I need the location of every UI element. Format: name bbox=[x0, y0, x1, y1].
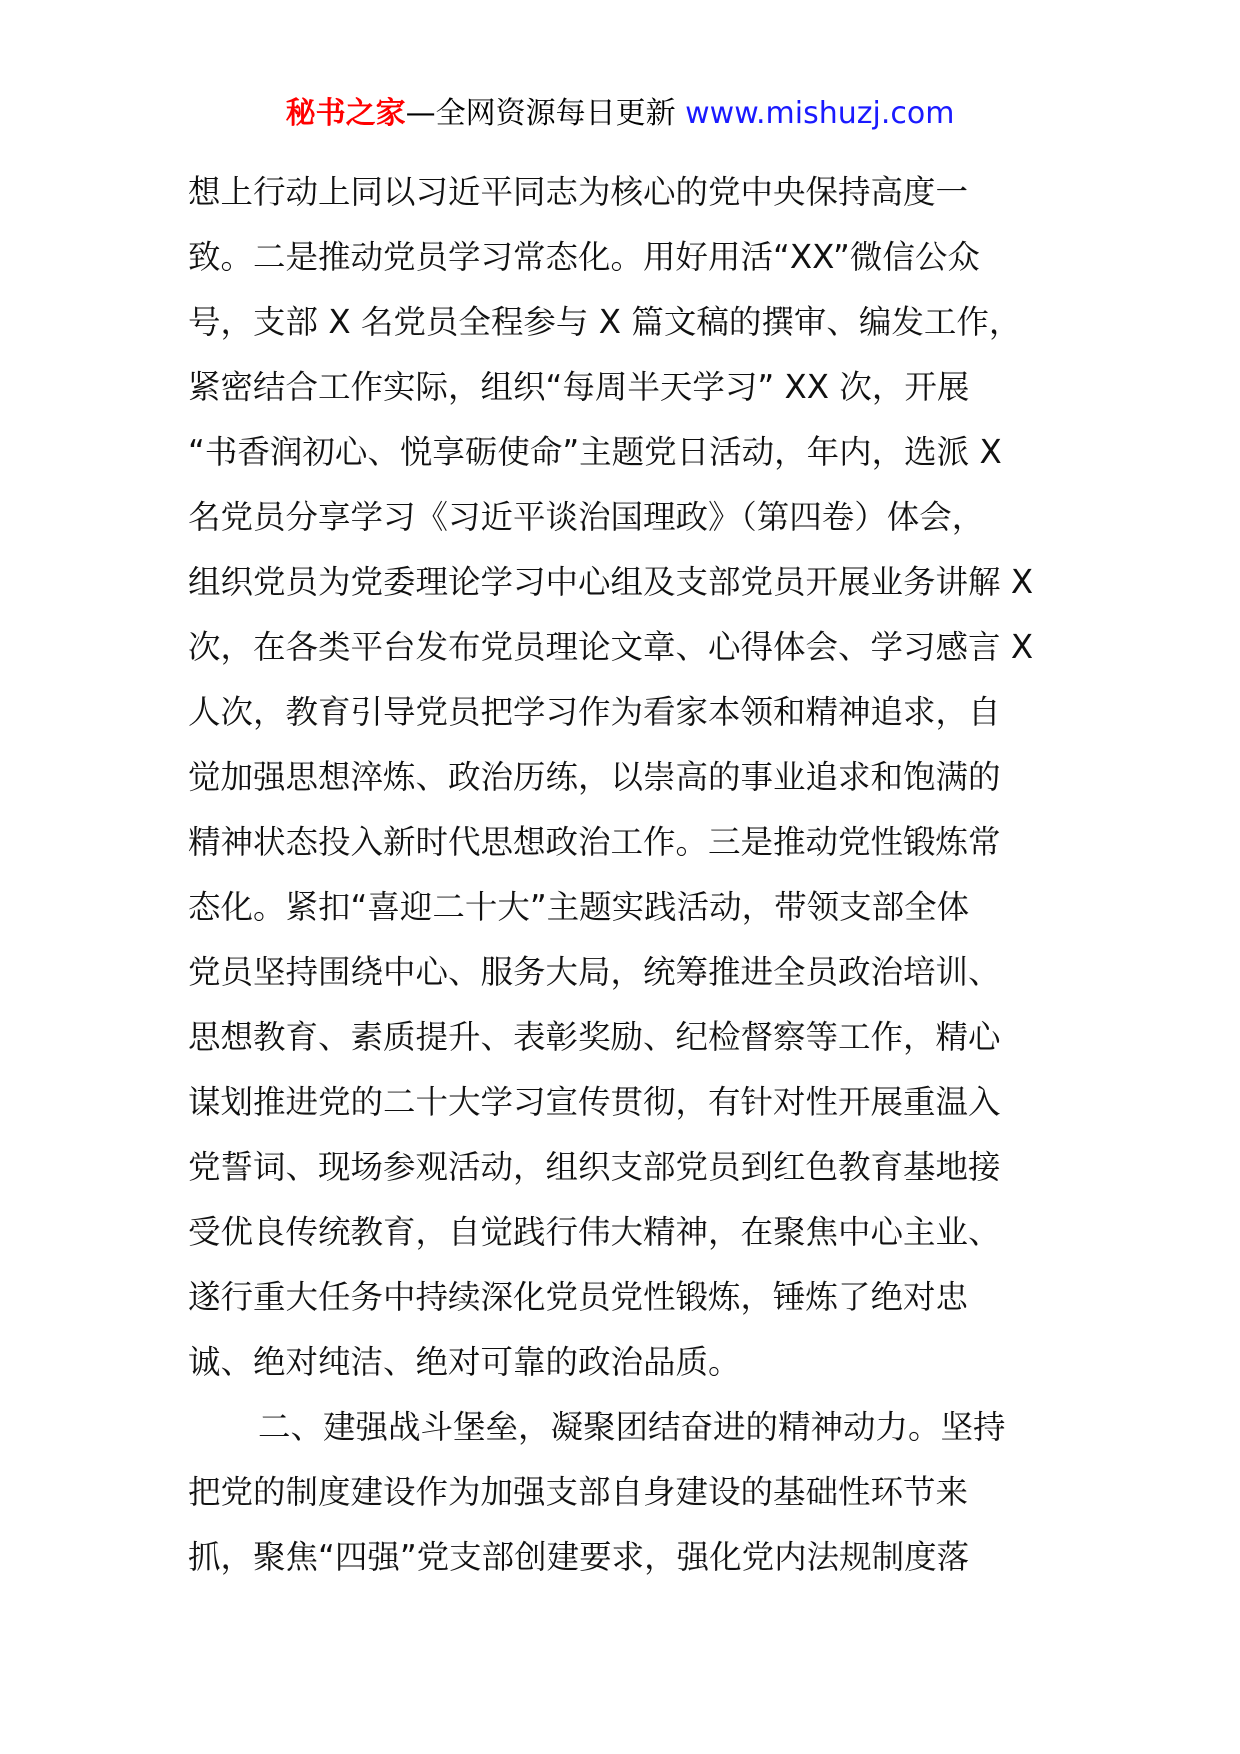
text-line: 号，支部 X 名党员全程参与 X 篇文稿的撰审、编发工作， bbox=[188, 303, 1022, 341]
text-line: 精神状态投入新时代思想政治工作。三是推动党性锻炼常 bbox=[188, 823, 1001, 861]
site-url[interactable]: www.mishuzj.com bbox=[685, 96, 955, 131]
text-line: 把党的制度建设作为加强支部自身建设的基础性环节来 bbox=[188, 1473, 969, 1511]
text-line: 受优良传统教育，自觉践行伟大精神，在聚焦中心主业、 bbox=[188, 1213, 1001, 1251]
text-line: 名党员分享学习《习近平谈治国理政》（第四卷）体会， bbox=[188, 498, 985, 536]
text-line: 态化。紧扣“喜迎二十大”主题实践活动，带领支部全体 bbox=[188, 888, 970, 926]
site-header bbox=[0, 94, 1240, 134]
document-body bbox=[188, 160, 1068, 1590]
text-line: 觉加强思想淬炼、政治历练，以崇高的事业追求和饱满的 bbox=[188, 758, 1001, 796]
text-line: 谋划推进党的二十大学习宣传贯彻，有针对性开展重温入 bbox=[188, 1083, 1001, 1121]
text-line: 诚、绝对纯洁、绝对可靠的政治品质。 bbox=[188, 1343, 741, 1381]
text-line: 致。二是推动党员学习常态化。用好用活“XX”微信公众 bbox=[188, 238, 980, 276]
text-line: 人次，教育引导党员把学习作为看家本领和精神追求，自 bbox=[188, 693, 1001, 731]
text-line: 次，在各类平台发布党员理论文章、心得体会、学习感言 X bbox=[188, 628, 1034, 666]
text-line: 想上行动上同以习近平同志为核心的党中央保持高度一 bbox=[188, 173, 969, 211]
text-line: 党誓词、现场参观活动，组织支部党员到红色教育基地接 bbox=[188, 1148, 1001, 1186]
section-heading-line: 二、建强战斗堡垒，凝聚团结奋进的精神动力。坚持 bbox=[258, 1408, 1006, 1446]
text-line: 组织党员为党委理论学习中心组及支部党员开展业务讲解 X bbox=[188, 563, 1034, 601]
text-line: 遂行重大任务中持续深化党员党性锻炼，锤炼了绝对忠 bbox=[188, 1278, 969, 1316]
text-line: 抓，聚焦“四强”党支部创建要求，强化党内法规制度落 bbox=[188, 1538, 970, 1576]
site-tagline: —全网资源每日更新 bbox=[405, 96, 686, 131]
text-line: “书香润初心、悦享砺使命”主题党日活动，年内，选派 X bbox=[188, 433, 1002, 471]
site-brand: 秘书之家 bbox=[285, 96, 406, 131]
text-line: 党员坚持围绕中心、服务大局，统筹推进全员政治培训、 bbox=[188, 953, 1001, 991]
text-line: 紧密结合工作实际，组织“每周半天学习” XX 次，开展 bbox=[188, 368, 970, 406]
text-line: 思想教育、素质提升、表彰奖励、纪检督察等工作，精心 bbox=[188, 1018, 1001, 1056]
